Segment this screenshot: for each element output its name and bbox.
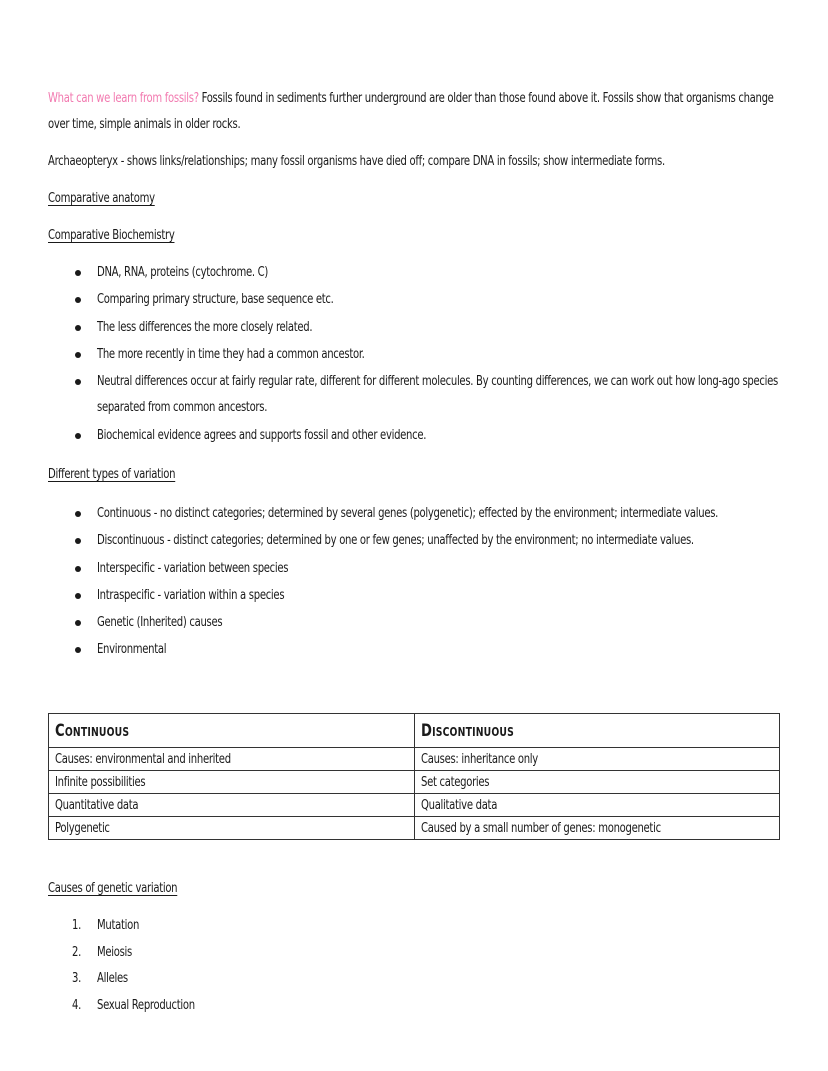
list-item: Interspecific - variation between species [48, 556, 783, 583]
list-item: The less differences the more closely related. [48, 315, 783, 342]
bullet-icon [75, 352, 81, 358]
table-cell: Infinite possibilities [49, 771, 415, 794]
variation-list [48, 501, 783, 665]
fossils-answer: Fossils found in sediments further underground are older than those found above it. Fossils show that organisms change [198, 91, 774, 106]
bullet-icon [75, 270, 81, 276]
list-item: DNA, RNA, proteins (cytochrome. C) [48, 260, 783, 287]
bullet-icon [75, 511, 81, 517]
list-item: Comparing primary structure, base sequence etc. [48, 287, 783, 314]
list-item: The more recently in time they had a common ancestor. [48, 342, 783, 369]
bullet-icon [75, 593, 81, 599]
list-item: Continuous - no distinct categories; determined by several genes (polygenetic); effected by the environment; intermediate values. [48, 501, 783, 528]
list-item: Genetic (Inherited) causes [48, 610, 783, 637]
list-item: 1. Mutation [72, 918, 140, 933]
bullet-icon [75, 566, 81, 572]
table-header-row [49, 714, 780, 748]
table-cell: Causes: environmental and inherited [49, 748, 415, 771]
bullet-icon [75, 297, 81, 303]
intro-paragraph [48, 86, 774, 112]
bullet-icon [75, 325, 81, 331]
list-item: Discontinuous - distinct categories; determined by one or few genes; unaffected by the environment; no intermediate values. [48, 528, 783, 555]
bullet-icon [75, 620, 81, 626]
table-cell: Causes: inheritance only [415, 748, 780, 771]
list-item: Biochemical evidence agrees and supports fossil and other evidence. [48, 423, 783, 450]
list-item: Intraspecific - variation within a species [48, 583, 783, 610]
bullet-icon [75, 538, 81, 544]
genetic-causes-list [48, 913, 783, 1019]
list-item: 3. Alleles [72, 971, 128, 986]
biochemistry-list [48, 260, 783, 450]
bullet-icon [75, 433, 81, 439]
heading-comparative-biochemistry: Comparative Biochemistry [48, 228, 175, 243]
intro-paragraph-line2: over time, simple animals in older rocks. [48, 117, 241, 132]
table-cell: Qualitative data [415, 794, 780, 817]
archaeopteryx-paragraph: Archaeopteryx - shows links/relationships; many fossil organisms have died off; compare DNA in fossils; show intermediate forms. [48, 154, 665, 169]
heading-comparative-anatomy: Comparative anatomy [48, 191, 155, 206]
heading-causes-genetic-variation: Causes of genetic variation [48, 881, 178, 896]
table-row [49, 817, 780, 840]
column-header-discontinuous: Discontinuous [415, 714, 780, 748]
list-item: Environmental [48, 637, 783, 664]
table-row [49, 794, 780, 817]
table-cell: Caused by a small number of genes: monogenetic [415, 817, 780, 840]
list-item: Neutral differences occur at fairly regular rate, different for different molecules. By counting differences, we can work out how long-ago species separated from common ancestors. [48, 369, 783, 423]
table-row [49, 771, 780, 794]
column-header-continuous: Continuous [49, 714, 415, 748]
heading-types-of-variation: Different types of variation [48, 467, 176, 482]
table-row [49, 748, 780, 771]
bullet-icon [75, 647, 81, 653]
table-cell: Polygenetic [49, 817, 415, 840]
fossils-question: What can we learn from fossils? [48, 91, 199, 106]
table-cell: Set categories [415, 771, 780, 794]
bullet-icon [75, 379, 81, 385]
list-item: 4. Sexual Reproduction [72, 997, 195, 1013]
list-item: 2. Meiosis [72, 944, 132, 960]
variation-comparison-table [48, 713, 780, 840]
table-cell: Quantitative data [49, 794, 415, 817]
